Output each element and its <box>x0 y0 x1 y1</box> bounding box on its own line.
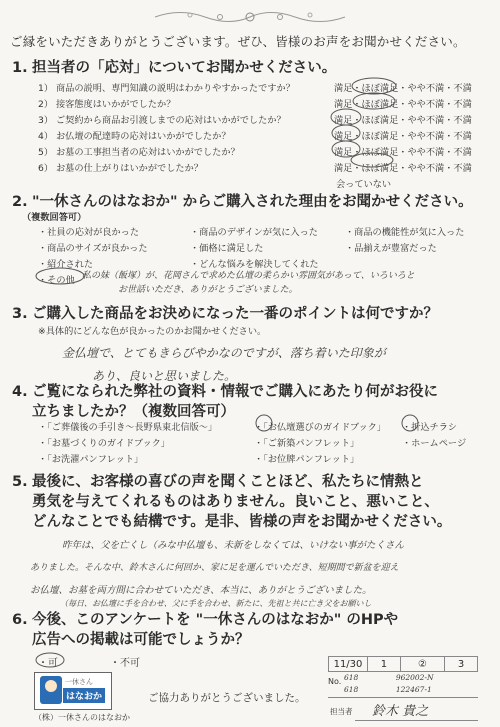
q5-title-1: 最後に、お客様の喜びの声を聞くことほど、私たちに情熱と <box>32 474 424 490</box>
q1-item-6: 6） お墓の仕上がりはいかがでしたか？ <box>38 163 203 174</box>
q5-handwriting-1: 昨年は、父を亡くし（みな中仏壇も、未新をしなくては、いけない事がたくさん <box>62 540 405 551</box>
q2-handwriting-2: お世話いただき、ありがとうございました。 <box>118 285 298 295</box>
q1-item-2: 2） 接客態度はいかがでしたか？ <box>38 99 176 110</box>
q4-title-1: ご覧になられた弊社の資料・情報でご購入にあたり何がお役に <box>32 384 438 400</box>
q1-scale-6: 満足・ほぼ満足・やや不満・不満 <box>334 163 472 174</box>
company-logo <box>34 672 112 710</box>
q4-number: 4. <box>12 384 28 400</box>
grid-number-1: 618 962002-N <box>344 673 434 682</box>
q1-scale-2: 満足・ほぼ満足・やや不満・不満 <box>334 99 472 110</box>
q2-option-6: ・品揃えが豊富だった <box>345 243 437 254</box>
q3-number: 3. <box>12 306 28 322</box>
q2-option-1: ・社員の応対が良かった <box>38 227 140 238</box>
logo-small-text: 一休さん <box>65 678 93 686</box>
q1-scale-3: 満足・ほぼ満足・やや不満・不満 <box>334 115 472 126</box>
q1-number: 1. <box>12 60 28 76</box>
grid-divider <box>328 697 478 698</box>
greeting-text: ご縁をいただきありがとうございます。ぜひ、皆様のお声をお聞かせください。 <box>10 34 466 49</box>
q6-title-1: 今後、このアンケートを "一休さんのはなおか" のHPや <box>32 612 399 628</box>
q5-handwriting-4: （毎日、お仏壇に手を合わせ、父に手を合わせ、新たに、先祖と共に亡き父をお願いし <box>60 599 372 608</box>
staff-name: 鈴木 貴之 <box>372 704 429 719</box>
q4-title-2: 立ちましたか？（複数回答可） <box>32 404 235 420</box>
q2-option-4: ・商品のサイズが良かった <box>38 243 148 254</box>
monk-mascot-icon <box>40 676 62 704</box>
grid-date: 11/30 <box>329 657 368 672</box>
q5-handwriting-3: お仏壇、お墓を両方間に合わせていただき、本当に、ありがとうございました。 <box>30 585 372 596</box>
q2-title: "一休さんのはなおか" からご購入された理由をお聞かせください。 <box>32 194 473 210</box>
q1-scale-4: 満足・ほぼ満足・やや不満・不満 <box>334 131 472 142</box>
q4-option-5: ・「ご新築パンフレット」 <box>254 438 360 449</box>
logo-text: はなおか <box>63 688 105 703</box>
q5-title-3: どんなことでも結構です。是非、皆様の声をお聞かせください。 <box>32 514 452 530</box>
q2-option-5: ・価格に満足した <box>190 243 264 254</box>
q2-option-3: ・商品の機能性が気に入った <box>345 227 465 238</box>
q4-option-1: ・「ご葬儀後の手引き〜長野県東北信版〜」 <box>38 422 218 433</box>
q1-item-5: 5） お墓の工事担当者の応対はいかがでしたか？ <box>38 147 240 158</box>
q4-option-7: ・「お洗濯パンフレット」 <box>38 454 144 465</box>
q4-option-2: ・「お仏壇選びのガイドブック」 <box>254 422 387 433</box>
q6-option-yes: ・可 <box>38 658 58 669</box>
q5-number: 5. <box>12 474 28 490</box>
q2-option-8: ・どんな悩みを解決してくれた <box>190 259 319 270</box>
grid-cell-1: 1 <box>368 657 401 672</box>
q6-option-no: ・不可 <box>110 658 140 669</box>
q4-option-3: ・折込チラシ <box>402 422 458 433</box>
thanks-text: ご協力ありがとうございました。 <box>148 692 306 704</box>
q2-option-7: ・紹介された <box>38 259 94 270</box>
q5-title-2: 勇気を与えてくれるものはありません。良いこと、悪いこと、 <box>32 494 439 510</box>
q3-note: ※具体的にどんな色が良かったのかお聞かせください。 <box>38 326 267 337</box>
q3-handwriting-1: 金仏壇で、とてもきらびやかなのですが、落ち着いた印象が <box>62 346 386 360</box>
reference-grid <box>328 656 478 672</box>
q2-number: 2. <box>12 194 28 210</box>
q1-title: 担当者の「応対」についてお聞かせください。 <box>32 60 337 76</box>
q4-option-4: ・「お墓づくりのガイドブック」 <box>38 438 171 449</box>
q1-not-met: 会っていない <box>336 179 392 190</box>
staff-label: 担当者 <box>330 707 353 716</box>
grid-cell-3: 3 <box>445 657 478 672</box>
q2-option-2: ・商品のデザインが気に入った <box>190 227 318 238</box>
grid-no-label: No. <box>328 677 342 686</box>
q1-scale-1: 満足・ほぼ満足・やや不満・不満 <box>334 83 472 94</box>
q4-option-8: ・「お位牌パンフレット」 <box>254 454 360 465</box>
grid-number-2: 618 122467-1 <box>344 685 432 694</box>
q1-item-4: 4） お仏壇の配達時の応対はいかがでしたか？ <box>38 131 231 142</box>
q3-handwriting-2: あり、良いと思いました。 <box>92 369 237 383</box>
q3-title: ご購入した商品をお決めになった一番のポイントは何ですか？ <box>32 306 438 322</box>
q2-option-other: ・その他 <box>38 275 75 286</box>
q6-number: 6. <box>12 612 28 628</box>
q2-note: （複数回答可） <box>22 212 87 223</box>
q1-item-3: 3） ご契約から商品お引渡しまでの応対はいかがでしたか？ <box>38 115 286 126</box>
staff-underline <box>355 720 478 721</box>
grid-cell-2: ② <box>400 657 444 672</box>
q2-handwriting-1: 私の妹（飯塚）が、花岡さんで求めた仏壇の柔らかい雰囲気があって、いろいろと <box>82 271 415 281</box>
q1-scale-5: 満足・ほぼ満足・やや不満・不満 <box>334 147 472 158</box>
q4-option-6: ・ホームページ <box>402 438 467 449</box>
company-name: （株）一休さんのはなおか <box>34 713 130 722</box>
q5-handwriting-2: ありました。そんな中、鈴木さんに何回か、家に足を運んでいただき、短期間で新盆を迎え <box>30 563 399 573</box>
q1-item-1: 1） 商品の説明、専門知識の説明はわかりやすかったですか？ <box>38 83 295 94</box>
q6-title-2: 広告への掲載は可能でしょうか？ <box>32 632 250 648</box>
